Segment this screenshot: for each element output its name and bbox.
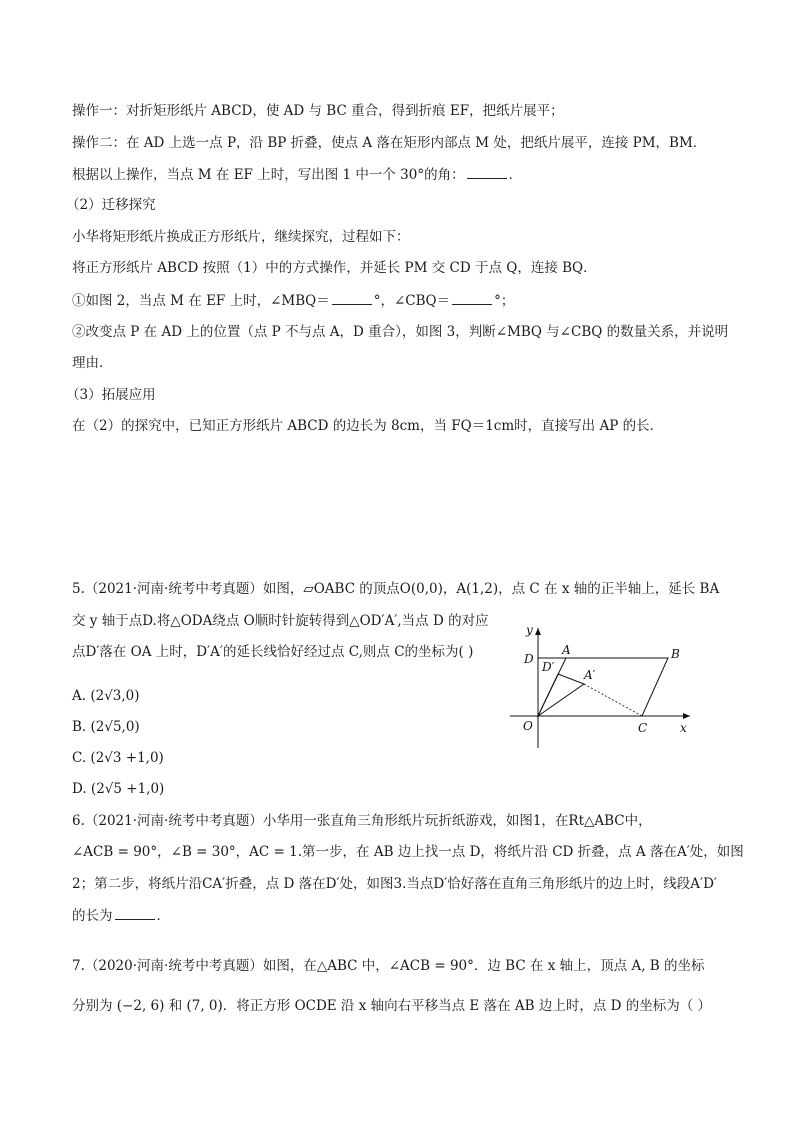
label-d: D [524, 652, 534, 666]
label-x: x [680, 721, 687, 735]
q6-line1: 6.（2021·河南·统考中考真题）小华用一张直角三角形纸片玩折纸游戏，如图1，在Rt△ABC中， [72, 813, 652, 829]
q6-line4: 的长为 ． [72, 905, 170, 926]
operation-two: 操作二：在 AD 上选一点 P，沿 BP 折叠，使点 A 落在矩形内部点 M 处，把纸片展平，连接 PM，BM． [72, 135, 707, 151]
operation-one: 操作一：对折矩形纸片 ABCD，使 AD 与 BC 重合，得到折痕 EF，把纸片展平； [72, 103, 564, 119]
part-3-text: 在（2）的探究中，已知正方形纸片 ABCD 的边长为 8cm，当 FQ＝1cm时，直接写出 AP 的长． [72, 418, 664, 434]
label-d-prime: D′ [542, 660, 555, 674]
x-axis-arrow [683, 713, 690, 719]
y-axis-arrow [535, 628, 541, 635]
q7-line1: 7.（2020·河南·统考中考真题）如图，在△ABC 中，∠ACB = 90°．边 BC 在 x 轴上，顶点 A, B 的坐标 [72, 958, 705, 974]
q5-figure [510, 620, 700, 750]
q5-line3: 点D′落在 OA 上时，D′A′的延长线恰好经过点 C,则点 C的坐标为( ) [72, 644, 474, 660]
q5-option-d: D. (2√5 +1,0) [72, 781, 165, 797]
triangle-od-a [538, 674, 584, 716]
label-b: B [671, 647, 680, 661]
part-2-title: （2）迁移探究 [66, 197, 156, 213]
label-a-prime: A′ [584, 668, 596, 682]
question-2b-line2: 理由． [72, 355, 113, 371]
label-o: O [523, 719, 533, 733]
q6-line3: 2；第二步，将纸片沿CA′折叠，点 D 落在D′处，如图3.当点D′恰好落在直角三角形纸片的边上时，线段A′D′ [72, 876, 717, 892]
q5-line2: 交 y 轴于点D.将△ODA绕点 O顺时针旋转得到△OD′A′,当点 D 的对应 [72, 613, 489, 629]
q5-option-b: B. (2√5,0) [72, 719, 140, 735]
question-1: 根据以上操作，当点 M 在 EF 上时，写出图 1 中一个 30°的角： ． [72, 164, 522, 185]
question-2b-line1: ②改变点 P 在 AD 上的位置（点 P 不与点 A，D 重合），如图 3，判断∠MBQ 与∠CBQ 的数量关系，并说明 [72, 324, 729, 340]
question-2a: ①如图 2，当点 M 在 EF 上时，∠MBQ＝ °，∠CBQ＝ °； [72, 290, 514, 311]
part-2-step: 将正方形纸片 ABCD 按照（1）中的方式操作，并延长 PM 交 CD 于点 Q，连接 BQ． [72, 260, 597, 276]
answer-blank [332, 290, 372, 305]
q5-option-c: C. (2√3 +1,0) [72, 750, 164, 766]
q5-line1: 5.（2021·河南·统考中考真题）如图，▱OABC 的顶点O(0,0)，A(1,2)，点 C 在 x 轴的正半轴上，延长 BA [72, 581, 720, 597]
answer-blank [115, 905, 155, 920]
answer-blank [467, 164, 507, 179]
label-c: C [638, 721, 648, 735]
q7-line2: 分别为 (−2, 6) 和 (7, 0)．将正方形 OCDE 沿 x 轴向右平移当点 E 落在 AB 边上时，点 D 的坐标为（ ） [72, 998, 712, 1014]
label-a: A [562, 643, 571, 657]
part-2-intro: 小华将矩形纸片换成正方形纸片，继续探究，过程如下： [72, 229, 410, 245]
q5-option-a: A. (2√3,0) [72, 688, 140, 704]
label-y: y [526, 623, 533, 637]
q6-line2: ∠ACB = 90°，∠B = 30°，AC = 1.第一步，在 AB 边上找一点 D，将纸片沿 CD 折叠，点 A 落在A′处，如图 [72, 844, 744, 860]
answer-blank [452, 290, 492, 305]
extension-line [584, 684, 642, 716]
part-3-title: （3）拓展应用 [66, 387, 156, 403]
parallelogram-oabc [538, 658, 668, 716]
